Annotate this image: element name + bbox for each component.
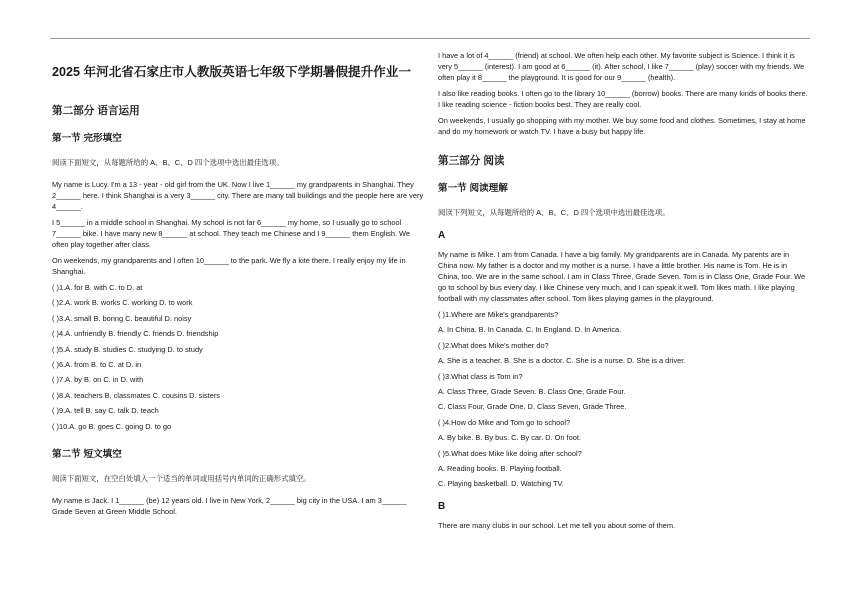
fill-blank-heading: 第二节 短文填空 (52, 448, 122, 460)
cloze-option: ( )3.A. small B. boring C. beautiful D. noisy (52, 313, 192, 323)
cloze-paragraph: On weekends, my grandparents and I often 10______ to the park. We fly a kite there. I really enjoy my life in Shanghai. (52, 256, 406, 276)
fill-blank-instruction: 阅读下面短文，在空白处填入一个适当的单词或用括号内单词的正确形式填空。 (52, 473, 311, 483)
question-line: ( )4.How do Mike and Tom go to school? (438, 417, 571, 427)
passage-a-text: My name is Mike. I am from Canada. I have a big family. My grandparents are in Canada. My parents are in China now. My father is a doctor and my mother is a nurse. I have a little brother. His name is Tom. He is in China, too. We are in the same school. I am in Class Three, Grade Seven. Tom is in Class One, Grade Four. We go to school by bus every day. I like Chinese very much, and I can speak it well. Tom likes math. I like playing football with my classmates after school. Tom likes playing games in the playground. (438, 250, 806, 303)
cloze-option: ( )9.A. tell B. say C. talk D. teach (52, 406, 159, 416)
cloze-instruction: 阅读下面短文，从每题所给的 A、B、C、D 四个选项中选出最佳选项。 (52, 158, 284, 167)
part3-heading: 第三部分 阅读 (438, 155, 505, 167)
cloze-option: ( )7.A. by B. on C. in D. with (52, 375, 144, 385)
question-line: ( )3.What class is Tom in? (438, 371, 523, 381)
part2-heading: 第二部分 语言运用 (52, 105, 140, 117)
document-title: 2025 年河北省石家庄市人教版英语七年级下学期暑假提升作业一 (52, 65, 411, 79)
question-line: ( )2.What does Mike's mother do? (438, 340, 549, 350)
cloze-paragraph: My name is Lucy. I'm a 13 - year - old girl from the UK. Now I live 1______ my grandparents in Shanghai. They 2______ here. I think Shanghai is a very 3______ city. There are many tall buildings and the people here are very 4______. (52, 180, 424, 211)
answer-line: A. By bike. B. By bus. C. By car. D. On foot. (438, 433, 581, 443)
cloze-option: ( )6.A. from B. to C. at D. in (52, 359, 142, 369)
cloze-option: ( )1.A. for B. with C. to D. at (52, 283, 143, 292)
fill-blank-paragraph: On weekends, I usually go shopping with my mother. We buy some food and clothes. Sometimes, I stay at home and do my homework or watch TV. I have a busy but happy life. (438, 116, 806, 136)
question-line: ( )1.Where are Mike's grandparents? (438, 310, 559, 319)
cloze-heading: 第一节 完形填空 (52, 133, 122, 144)
fill-blank-paragraph: My name is Jack. I 1______ (be) 12 years old. I live in New York, 2______ big city in the USA. I am 3______ Grade Seven at Green Middle School. (52, 495, 407, 516)
left-column (52, 48, 424, 522)
cloze-option: ( )4.A. unfriendly B. friendly C. friends D. friendship (52, 329, 219, 339)
answer-line: A. Reading books. B. Playing football. (438, 463, 562, 473)
right-column (438, 50, 810, 536)
passage-b-text: There are many clubs in our school. Let me tell you about some of them. (438, 520, 676, 530)
fill-blank-paragraph: I also like reading books. I often go to the library 10______ (borrow) books. There are many kinds of books there. I like reading science - fiction books best. They are really cool. (438, 89, 808, 109)
cloze-option: ( )2.A. work B. works C. working D. to work (52, 298, 193, 308)
cloze-option: ( )10.A. go B. goes C. going D. to go (52, 421, 172, 431)
cloze-paragraph: I 5______ in a middle school in Shanghai. My school is not far 6______ my home, so I usually go to school 7______ bike. I have many new 8______ at school. They teach me Chinese and I 9______ them English. We often play together after class. (52, 218, 410, 249)
answer-line: C. Class Four, Grade One. D. Class Seven, Grade Three. (438, 402, 627, 412)
question-line: ( )5.What does Mike like doing after school? (438, 448, 582, 458)
passage-a-label: A (438, 230, 446, 241)
reading-instruction: 阅读下列短文，从每题所给的 A、B、C、D 四个选项中选出最佳选项。 (438, 208, 670, 217)
cloze-option: ( )5.A. study B. studies C. studying D. to study (52, 344, 203, 354)
answer-line: A. In China. B. In Canada. C. In England. D. In America. (438, 325, 622, 335)
fill-blank-paragraph: I have a lot of 4______ (friend) at school. We often help each other. My favorite subject is Science. I think it is very 5______ (interest). I am good at 6______ (it). After school, I like 7______ (play) soccer with my friends. We often play it 8______ the playground. It is good for our 9______ (health). (438, 51, 805, 82)
reading-heading: 第一节 阅读理解 (438, 183, 508, 194)
passage-b-label: B (438, 500, 446, 512)
cloze-option: ( )8.A. teachers B. classmates C. cousins D. sisters (52, 390, 220, 400)
answer-line: A. She is a teacher. B. She is a doctor. C. She is a nurse. D. She is a driver. (438, 356, 686, 366)
answer-line: A. Class Three, Grade Seven. B. Class One, Grade Four. (438, 386, 626, 396)
answer-line: C. Playing basketball. D. Watching TV. (438, 479, 564, 489)
header-rule (50, 38, 810, 39)
